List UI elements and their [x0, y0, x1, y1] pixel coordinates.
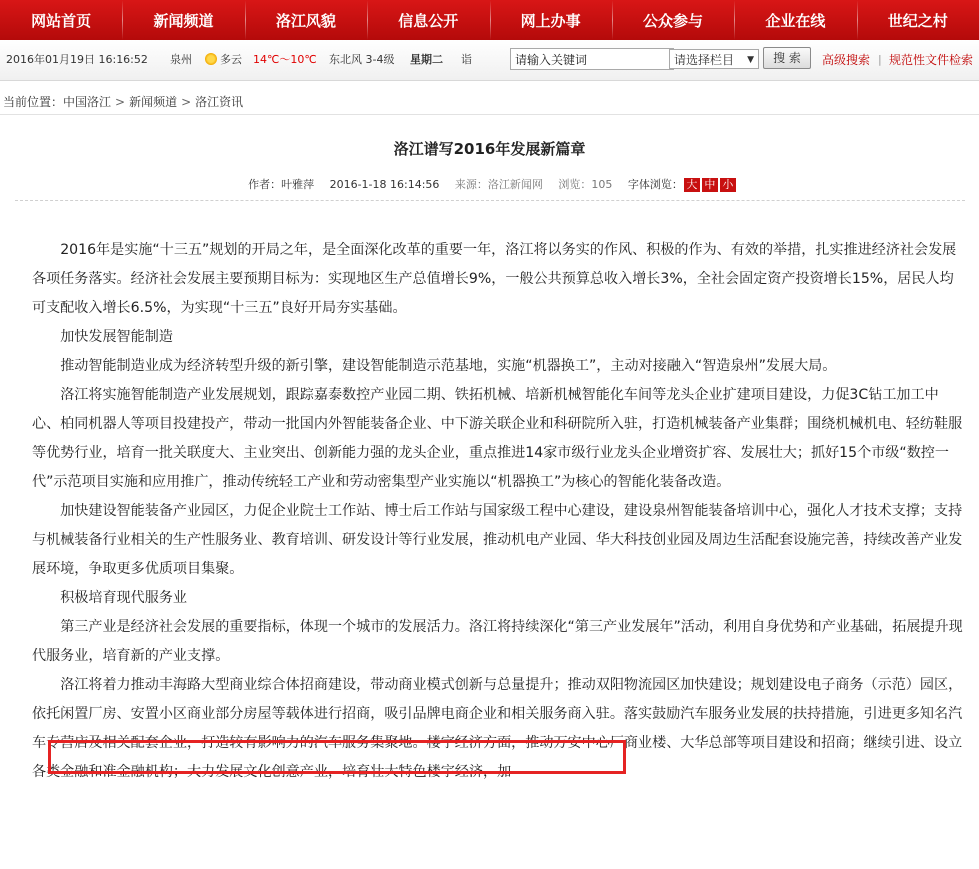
info-bar	[0, 40, 979, 81]
regulations-search-link[interactable]: 规范性文件检索	[889, 53, 974, 67]
temperature: 14℃～10℃	[253, 53, 317, 66]
weather	[205, 40, 242, 80]
nav-home[interactable]: 网站首页	[31, 11, 92, 30]
article-subheading: 积极培育现代服务业	[60, 590, 188, 606]
article-subheading: 加快发展智能制造	[60, 329, 173, 345]
article-title: 洛江谱写2016年发展新篇章	[393, 140, 586, 158]
wind: 东北风 3-4级	[329, 53, 395, 66]
breadcrumb-prefix: 当前位置：	[3, 95, 64, 109]
advanced-search-link[interactable]: 高级搜索	[822, 53, 871, 67]
article-author: 作者：叶雅萍	[248, 178, 315, 191]
city-name: 泉州	[170, 53, 192, 66]
article-paragraph: 洛江将实施智能制造产业发展规划，跟踪嘉泰数控产业园二期、铁拓机械、培新机械智能化车间等龙头企业扩建项目建设，力促3C钻工加工中心、柏同机器人等项目投建投产，带动一批国内外智能装备企业、中下游关联企业和科研院所入驻，打造机械装备产业集群；围绕机械机电、轻纺鞋服等优势行业，培育一批关联度大、主业突出、创新能力强的龙头企业，重点推进14家市级行业龙头企业增资扩容、发展壮大；抓好15个市级“数控一代”示范项目实施和应用推广，推动传统轻工产业和劳动密集型产业实施以“机器换工”为核心的智能化装备改造。	[32, 387, 963, 490]
article-date: 2016-1-18 16:14:56	[329, 178, 440, 191]
search-input[interactable]	[510, 48, 674, 70]
article-source: 来源：洛江新闻网	[454, 178, 543, 191]
breadcrumb-item-china-luojiang[interactable]: 中国洛江	[63, 95, 112, 109]
meta-divider	[15, 200, 965, 201]
font-small-button[interactable]: 小	[720, 178, 736, 192]
nav-luojiang-scenery[interactable]: 洛江风貌	[245, 10, 367, 31]
nav-online-services[interactable]: 网上办事	[490, 10, 612, 31]
current-datetime: 2016年01月19日 16:16:52	[6, 53, 148, 66]
nav-public-participation[interactable]: 公众参与	[612, 10, 734, 31]
article-body	[32, 236, 964, 787]
nav-century-village[interactable]: 世纪之村	[857, 10, 979, 31]
article-paragraph: 推动智能制造业成为经济转型升级的新引擎，建设智能制造示范基地，实施“机器换工”，主动对接融入“智造泉州”发展大局。	[60, 358, 837, 374]
article-paragraph: 第三产业是经济社会发展的重要指标，体现一个城市的发展活力。洛江将持续深化“第三产业发展年”活动，利用自身优势和产业基础，拓展提升现代服务业，培育新的产业支撑。	[32, 619, 963, 664]
link-separator: |	[878, 53, 882, 66]
article-views: 浏览：105	[558, 178, 613, 191]
column-select[interactable]	[669, 49, 759, 69]
weather-text: 多云	[220, 53, 242, 66]
article-meta	[0, 176, 979, 192]
truncated-text: 诣	[461, 53, 472, 66]
font-large-button[interactable]: 大	[684, 178, 700, 192]
nav-info-disclosure[interactable]: 信息公开	[367, 10, 489, 31]
search-button[interactable]: 搜 索	[763, 47, 811, 69]
divider	[0, 114, 979, 115]
breadcrumb-separator: >	[115, 95, 126, 109]
breadcrumb-item-luojiang-news[interactable]: 洛江资讯	[195, 95, 244, 109]
breadcrumb-separator: >	[181, 95, 192, 109]
nav-enterprise-online[interactable]: 企业在线	[734, 10, 856, 31]
top-navigation	[0, 0, 979, 40]
breadcrumb-item-news[interactable]: 新闻频道	[129, 95, 178, 109]
breadcrumb	[3, 93, 243, 110]
sun-cloud-icon	[205, 53, 217, 65]
font-size-label: 字体浏览：	[627, 178, 683, 191]
article-paragraph: 2016年是实施“十三五”规划的开局之年，是全面深化改革的重要一年，洛江将以务实的作风、积极的作为、有效的举措，扎实推进经济社会发展各项任务落实。经济社会发展主要预期目标为：实现地区生产总值增长9%，一般公共预算总收入增长3%，全社会固定资产投资增长15%，居民人均可支配收入增长6.5%，为实现“十三五”良好开局夯实基础。	[32, 242, 957, 316]
column-select-value: 请选择栏目	[674, 53, 735, 67]
article-paragraph: 洛江将着力推动丰海路大型商业综合体招商建设，带动商业模式创新与总量提升；推动双阳物流园区加快建设；规划建设电子商务（示范）园区，依托闲置厂房、安置小区商业部分房屋等载体进行招商，吸引品牌电商企业和相关服务商入驻。落实鼓励汽车服务业发展的扶持措施，引进更多知名汽车专营店及相关配套企业，打造较有影响力的汽车服务集聚地。楼宇经济方面，推动万安中心厂商业楼、大华总部等项目建设和招商；继续引进、设立各类金融和准金融机构；大力发展文化创意产业，培育壮大特色楼宇经济，加	[32, 677, 963, 780]
chevron-down-icon: ▼	[747, 55, 754, 65]
weekday: 星期二	[410, 53, 443, 66]
nav-news[interactable]: 新闻频道	[122, 10, 244, 31]
article-paragraph: 加快建设智能装备产业园区，力促企业院士工作站、博士后工作站与国家级工程中心建设，建设泉州智能装备培训中心，强化人才技术支撑；支持与机械装备行业相关的生产性服务业、教育培训、研发设计等行业发展，推动机电产业园、华大科技创业园及周边生活配套设施完善，持续改善产业发展环境，争取更多优质项目集聚。	[32, 503, 963, 577]
font-medium-button[interactable]: 中	[702, 178, 718, 192]
